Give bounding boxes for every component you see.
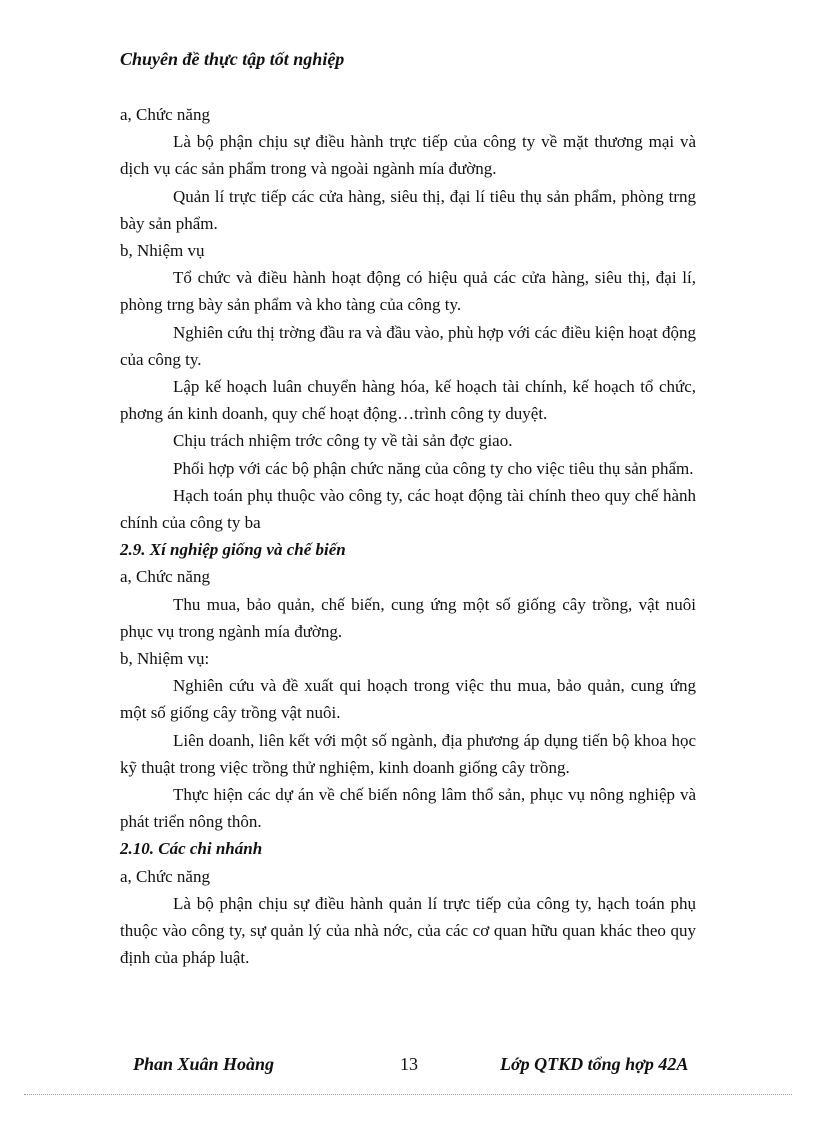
- page-header: Chuyên đề thực tập tốt nghiệp: [120, 49, 345, 69]
- paragraph: Phối hợp với các bộ phận chức năng của công ty cho việc tiêu thụ sản phẩm.: [173, 458, 694, 478]
- paragraph: Nghiên cứu thị trờng đầu ra và đầu vào, phù hợp với các điều kiện hoạt động của công ty.: [120, 322, 696, 369]
- subheading-function: a, Chức năng: [120, 866, 210, 886]
- paragraph: Liên doanh, liên kết với một số ngành, địa phương áp dụng tiến bộ khoa học kỹ thuật trong việc trồng thử nghiệm, kinh doanh giống cây trồng.: [120, 730, 696, 777]
- section-heading-2-9: 2.9. Xí nghiệp giống và chế biến: [120, 540, 346, 560]
- subheading-function: a, Chức năng: [120, 105, 210, 124]
- footer-author: Phan Xuân Hoàng: [133, 1054, 275, 1074]
- paragraph: Quản lí trực tiếp các cửa hàng, siêu thị, đại lí tiêu thụ sản phẩm, phòng trng bày sản phẩm.: [120, 186, 696, 233]
- paragraph: Là bộ phận chịu sự điều hành trực tiếp của công ty về mặt thương mại và dịch vụ các sản phẩm trong và ngoài ngành mía đường.: [120, 132, 696, 179]
- page-body: [120, 101, 696, 972]
- paragraph: Chịu trách nhiệm trớc công ty về tài sản đợc giao.: [173, 431, 513, 451]
- section-heading-2-10: 2.10. Các chi nhánh: [120, 839, 263, 859]
- page-bottom-divider: [24, 1094, 792, 1095]
- paragraph: Tổ chức và điều hành hoạt động có hiệu quả các cửa hàng, siêu thị, đại lí, phòng trng bày sản phẩm và kho tàng của công ty.: [120, 268, 696, 315]
- paragraph: Là bộ phận chịu sự điều hành quản lí trực tiếp của công ty, hạch toán phụ thuộc vào công ty, sự quản lý của nhà nớc, của các cơ quan hữu quan khác theo quy định của pháp luật.: [120, 893, 696, 968]
- paragraph: Nghiên cứu và đề xuất qui hoạch trong việc thu mua, bảo quản, cung ứng một số giống cây trồng vật nuôi.: [120, 676, 696, 723]
- subheading-duties: b, Nhiệm vụ:: [120, 649, 210, 669]
- subheading-function: a, Chức năng: [120, 567, 210, 587]
- paragraph: Thu mua, bảo quản, chế biến, cung ứng một số giống cây trồng, vật nuôi phục vụ trong ngành mía đường.: [120, 594, 696, 641]
- paragraph: Hạch toán phụ thuộc vào công ty, các hoạt động tài chính theo quy chế hành chính của công ty ba: [120, 485, 696, 533]
- page-number: 13: [400, 1054, 418, 1074]
- footer-class: Lớp QTKD tổng hợp 42A: [500, 1054, 689, 1074]
- paragraph: Thực hiện các dự án về chế biến nông lâm thổ sản, phục vụ nông nghiệp và phát triển nông thôn.: [120, 785, 696, 832]
- paragraph: Lập kế hoạch luân chuyển hàng hóa, kế hoạch tài chính, kế hoạch tổ chức, phơng án kinh doanh, quy chế hoạt động…trình công ty duyệt.: [120, 377, 696, 424]
- subheading-duties: b, Nhiệm vụ: [120, 241, 205, 261]
